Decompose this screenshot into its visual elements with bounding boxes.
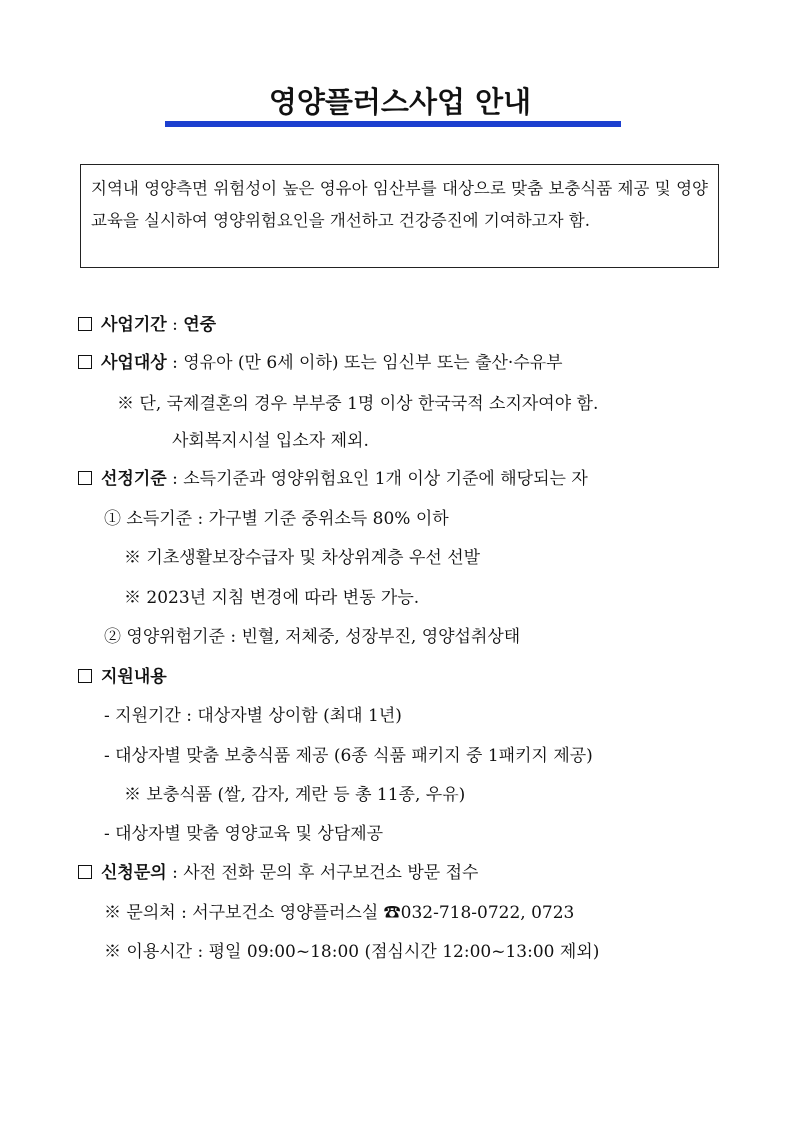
- apply-hours: ※ 이용시간 : 평일 09:00~18:00 (점심시간 12:00~13:00 제외): [104, 942, 600, 962]
- section-value: 영유아 (만 6세 이하) 또는 임신부 또는 출산·수유부: [183, 353, 563, 373]
- section-value: 연중: [183, 315, 217, 335]
- separator: :: [166, 353, 184, 373]
- section-period: [78, 313, 216, 337]
- section-apply: [78, 861, 478, 885]
- apply-contact: ※ 문의처 : 서구보건소 영양플러스실 ☎032-718-0722, 0723: [104, 903, 575, 923]
- page-title: 영양플러스사업 안내: [268, 85, 532, 119]
- criteria-item-1-note-2: ※ 2023년 지침 변경에 따라 변동 가능.: [124, 588, 420, 608]
- support-item-3: - 대상자별 맞춤 영양교육 및 상담제공: [104, 824, 384, 844]
- separator: :: [166, 863, 184, 883]
- separator: :: [166, 469, 184, 489]
- section-value: 소득기준과 영양위험요인 1개 이상 기준에 해당되는 자: [183, 469, 588, 489]
- section-support: [78, 665, 167, 689]
- section-target: [78, 351, 563, 375]
- support-item-2: - 대상자별 맞춤 보충식품 제공 (6종 식품 패키지 중 1패키지 제공): [104, 746, 593, 766]
- target-note-2: 사회복지시설 입소자 제외.: [172, 431, 369, 451]
- section-label: 신청문의: [101, 863, 167, 883]
- checkbox-icon: [78, 317, 92, 331]
- intro-box: 지역내 영양측면 위험성이 높은 영유아 임산부를 대상으로 맞춤 보충식품 제공 및 영양교육을 실시하여 영양위험요인을 개선하고 건강증진에 기여하고자 함.: [80, 164, 719, 268]
- target-note-1: ※ 단, 국제결혼의 경우 부부중 1명 이상 한국국적 소지자여야 함.: [117, 394, 599, 414]
- section-label: 사업대상: [101, 353, 167, 373]
- section-criteria: [78, 467, 588, 491]
- support-item-1: - 지원기간 : 대상자별 상이함 (최대 1년): [104, 706, 402, 726]
- section-label: 지원내용: [101, 667, 167, 687]
- criteria-item-1-note-1: ※ 기초생활보장수급자 및 차상위계층 우선 선발: [124, 548, 481, 568]
- section-label: 선정기준: [101, 469, 167, 489]
- checkbox-icon: [78, 355, 92, 369]
- checkbox-icon: [78, 865, 92, 879]
- title-underline: [165, 121, 621, 127]
- section-value: 사전 전화 문의 후 서구보건소 방문 접수: [183, 863, 479, 883]
- criteria-item-2: ② 영양위험기준 : 빈혈, 저체중, 성장부진, 영양섭취상태: [104, 627, 521, 647]
- section-label: 사업기간: [101, 315, 167, 335]
- criteria-item-1: ① 소득기준 : 가구별 기준 중위소득 80% 이하: [104, 509, 449, 529]
- checkbox-icon: [78, 471, 92, 485]
- checkbox-icon: [78, 669, 92, 683]
- support-item-2-note: ※ 보충식품 (쌀, 감자, 계란 등 총 11종, 우유): [124, 785, 466, 805]
- separator: :: [166, 315, 184, 335]
